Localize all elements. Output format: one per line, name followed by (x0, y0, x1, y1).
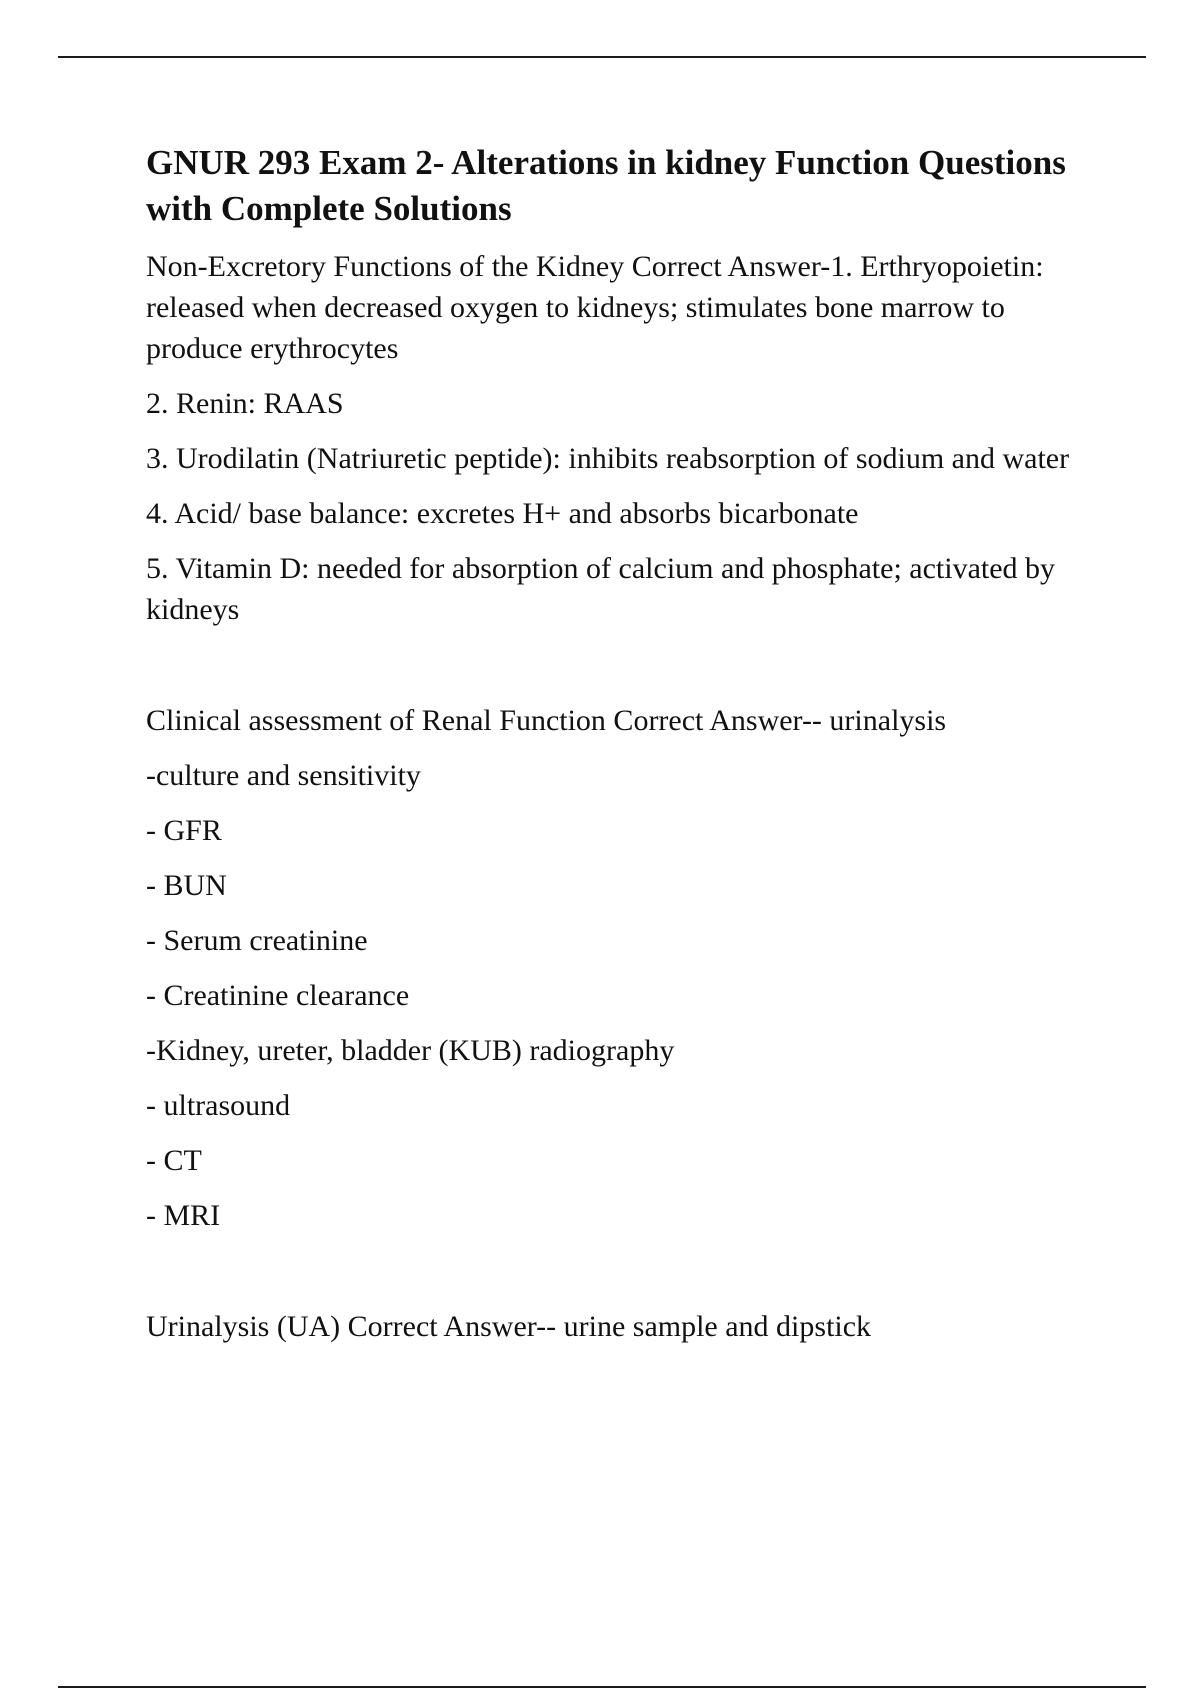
list-item: - Serum creatinine (146, 924, 368, 957)
header-rule (58, 56, 1146, 58)
list-item: - Creatinine clearance (146, 979, 410, 1012)
qa-block-clinical-assessment (146, 700, 1106, 1236)
answer-paragraph: Non-Excretory Functions of the Kidney Correct Answer-1. Erthryopoietin: released when decreased oxygen to kidneys; stimulates bone marrow to produce erythrocytes (146, 250, 1044, 365)
answer-paragraph: 2. Renin: RAAS (146, 387, 344, 420)
answer-paragraph: Urinalysis (UA) Correct Answer-- urine sample and dipstick (146, 1310, 872, 1343)
qa-block-non-excretory (146, 246, 1106, 630)
list-item: - GFR (146, 814, 222, 847)
list-item: - MRI (146, 1199, 221, 1232)
footer-rule (58, 1686, 1146, 1688)
list-item: - ultrasound (146, 1089, 291, 1122)
document-body (146, 140, 1106, 1361)
list-item: - CT (146, 1144, 202, 1177)
section-spacer (146, 644, 1106, 700)
list-item: -culture and sensitivity (146, 759, 421, 792)
document-title: GNUR 293 Exam 2- Alterations in kidney Function Questions with Complete Solutions (146, 143, 1066, 228)
answer-paragraph: Clinical assessment of Renal Function Correct Answer-- urinalysis (146, 704, 947, 737)
answer-paragraph: 5. Vitamin D: needed for absorption of calcium and phosphate; activated by kidneys (146, 552, 1056, 626)
list-item: - BUN (146, 869, 227, 902)
section-spacer (146, 1250, 1106, 1306)
answer-paragraph: 4. Acid/ base balance: excretes H+ and absorbs bicarbonate (146, 497, 859, 530)
answer-paragraph: 3. Urodilatin (Natriuretic peptide): inhibits reabsorption of sodium and water (146, 442, 1070, 475)
list-item: -Kidney, ureter, bladder (KUB) radiography (146, 1034, 675, 1067)
qa-block-urinalysis (146, 1306, 1106, 1347)
